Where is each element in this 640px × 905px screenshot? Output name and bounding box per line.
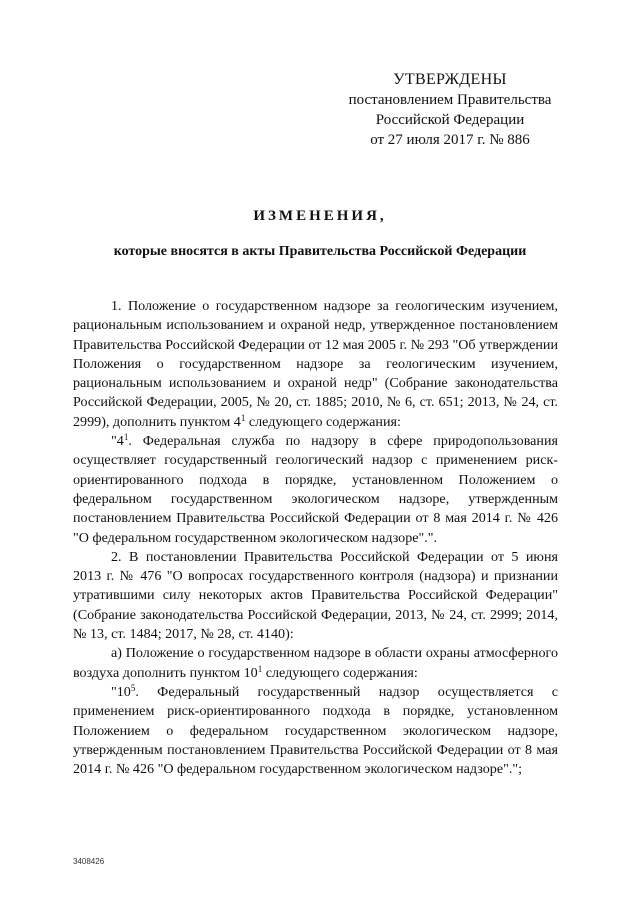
paragraph-1-text: 1. Положение о государственном надзоре за геологическим изучением, рациональным использованием и охраной недр, утвержденное постановлением Правительства Российской Федерации от 12 мая 2005 г. № 293 "Об утверждении Положения о государственном надзоре за геологическим изучением, рациональным использованием и охраной недр" (Собрание законодательства Российской Федерации, 2005, № 20, ст. 1885; 2010, № 6, ст. 651; 2013, № 24, ст. 2999), дополнить пунктом 4 <box>73 298 558 430</box>
paragraph-1-superscript: 1 <box>240 412 246 423</box>
document-title: ИЗМЕНЕНИЯ, <box>253 208 387 224</box>
paragraph-2 <box>73 432 558 548</box>
paragraph-4-text: а) Положение о государственном надзоре в области охраны атмосферного воздуха дополнить пунктом 10 <box>73 645 558 681</box>
document-body <box>73 297 558 779</box>
approval-line-3: от 27 июля 2017 г. № 886 <box>370 132 530 148</box>
paragraph-2-superscript: 1 <box>123 432 129 443</box>
approval-block <box>330 70 570 150</box>
document-id: 3408426 <box>73 857 105 866</box>
paragraph-1 <box>73 297 558 432</box>
paragraph-1-tail: следующего содержания: <box>245 413 401 430</box>
paragraph-5-text: . Федеральный государственный надзор осуществляется с применением риск-ориентированного подхода в порядке, установленном Положением о федеральном государственном экологическом надзоре, утвержденным постановлением Правительства Российской Федерации от 8 мая 2014 г. № 426 "О федеральном государственном экологическом надзоре"."; <box>73 683 558 778</box>
paragraph-3-text: 2. В постановлении Правительства Российской Федерации от 5 июня 2013 г. № 476 "О вопросах государственного контроля (надзора) и признании утратившими силу некоторых актов Правительства Российской Федерации" (Собрание законодательства Российской Федерации, 2013, № 24, ст. 2999; 2014, № 13, ст. 1484; 2017, № 28, ст. 4140): <box>73 548 558 643</box>
paragraph-4 <box>73 644 558 683</box>
approval-line-2: Российской Федерации <box>375 112 525 128</box>
paragraph-5-superscript: 5 <box>130 682 136 693</box>
document-subtitle: которые вносятся в акты Правительства Российской Федерации <box>113 244 527 259</box>
approval-line-1: постановлением Правительства <box>348 92 552 108</box>
paragraph-3 <box>73 548 558 644</box>
paragraph-2-text: . Федеральная служба по надзору в сфере природопользования осуществляет государственный геологический надзор с применением риск-ориентированного подхода в порядке, установленном Положением о федеральном государственном экологическом надзоре, утвержденным постановлением Правительства Российской Федерации от 8 мая 2014 г. № 426 "О федеральном государственном экологическом надзоре".". <box>73 433 558 546</box>
approval-word: УТВЕРЖДЕНЫ <box>393 71 507 88</box>
paragraph-4-superscript: 1 <box>257 663 263 674</box>
paragraph-4-tail: следующего содержания: <box>262 664 418 681</box>
paragraph-5-start: "10 <box>111 683 131 700</box>
paragraph-2-start: "4 <box>111 433 124 450</box>
paragraph-5 <box>73 683 558 779</box>
